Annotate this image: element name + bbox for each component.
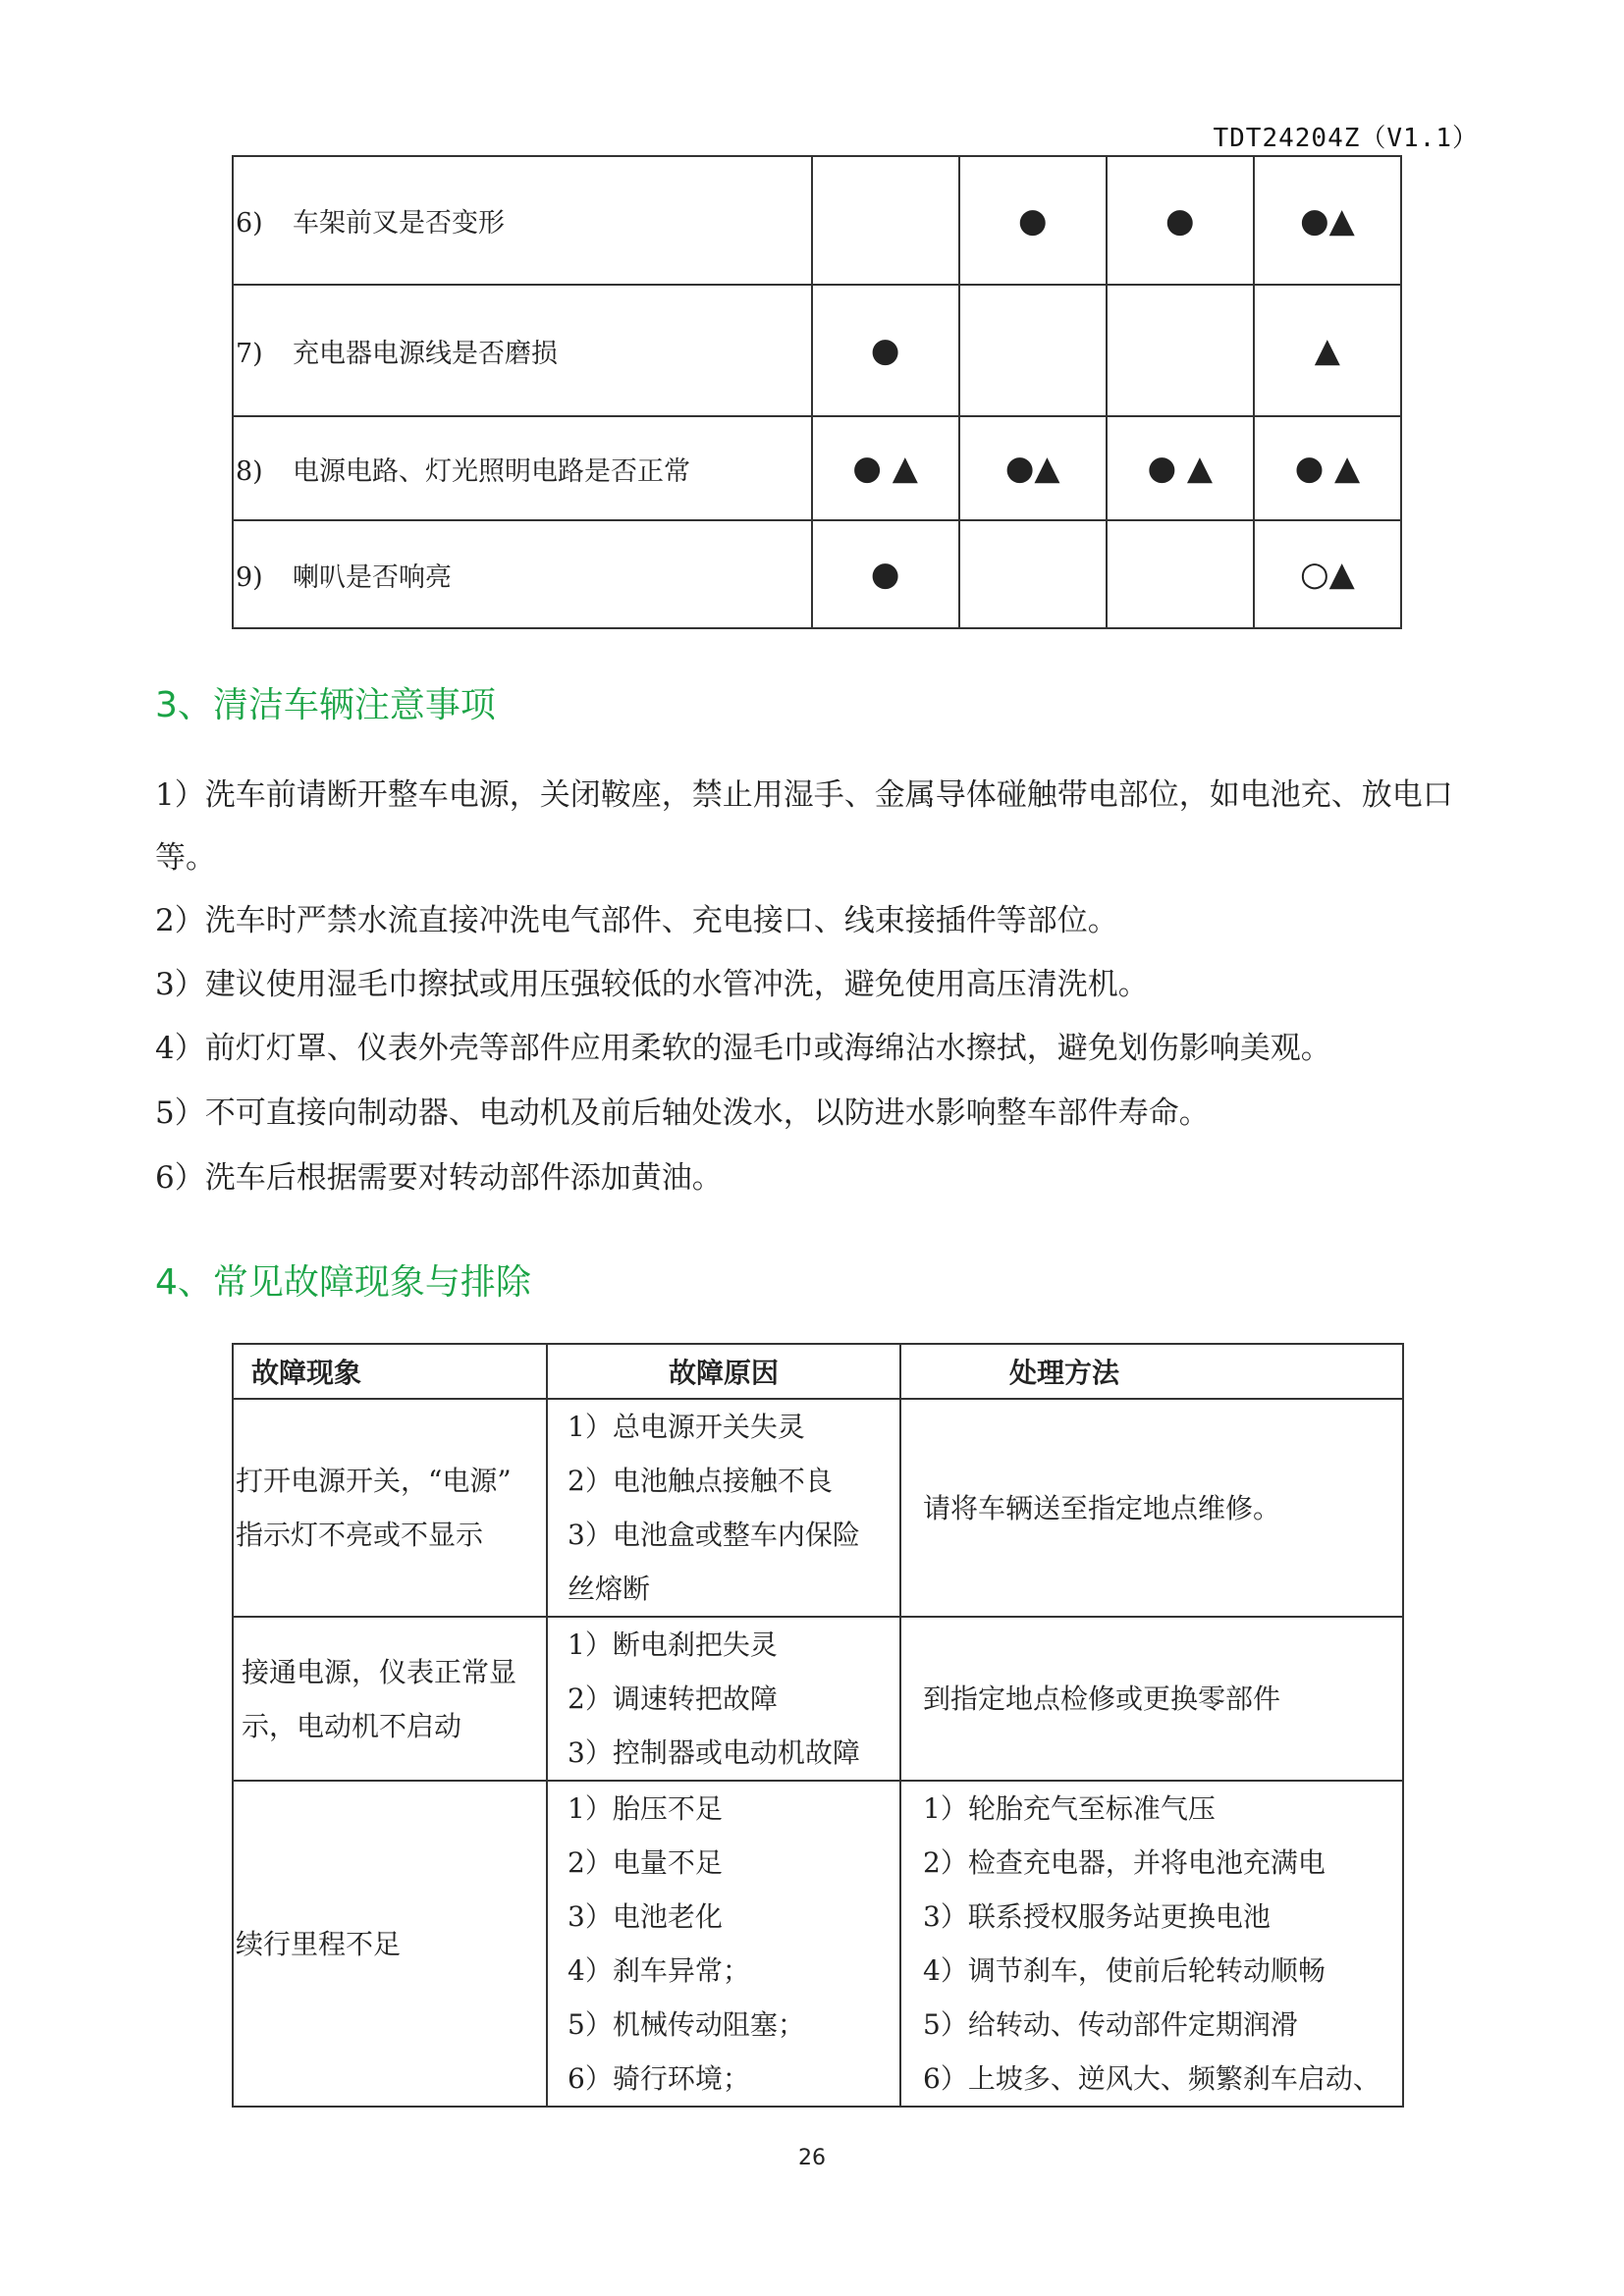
mark-symbol: ● ▲ [1294,449,1361,488]
mark-cell [812,156,959,285]
mark-cell [959,416,1107,520]
text-line: 打开电源开关，“电源” [236,1465,512,1497]
mark-symbol: ● [1164,200,1195,240]
mark-cell [1254,520,1401,628]
text-line: 3）电池老化 [568,1900,723,1933]
fault-fix [900,1781,1403,2107]
mark-cell [1254,156,1401,285]
table-row [233,156,1401,285]
check-item [233,416,812,520]
item-number: 6) [236,208,263,239]
item-label: 车架前叉是否变形 [293,208,505,239]
text-line: 请将车辆送至指定地点维修。 [923,1491,1281,1524]
mark-cell [812,520,959,628]
mark-cell [1107,285,1254,416]
item-label: 喇叭是否响亮 [293,561,452,593]
fault-fix [900,1399,1403,1617]
fault-cause [547,1781,900,2107]
table-row [233,1399,1403,1617]
mark-cell [959,520,1107,628]
column-header: 故障原因 [547,1344,900,1399]
table-row [233,416,1401,520]
cleaning-note: 6）洗车后根据需要对转动部件添加黄油。 [155,1160,723,1196]
mark-cell [1254,416,1401,520]
mark-symbol: ●▲ [1004,449,1060,488]
table-row [233,1781,1403,2107]
column-header: 故障现象 [233,1344,547,1399]
document-code: TDT24204Z（V1.1） [1213,124,1479,153]
mark-symbol: ● ▲ [1147,449,1214,488]
mark-cell [1107,520,1254,628]
mark-cell [959,156,1107,285]
text-line: 3）联系授权服务站更换电池 [923,1900,1271,1933]
cleaning-note: 1）洗车前请断开整车电源，关闭鞍座，禁止用湿手、金属导体碰触带电部位，如电池充、放电口等。 [155,777,1453,876]
text-line: 4）调节刹车，使前后轮转动顺畅 [923,1954,1326,1987]
text-line: 3）电池盒或整车内保险 [568,1519,860,1551]
mark-symbol: ▲ [1314,331,1340,370]
fault-symptom [233,1781,547,2107]
mark-symbol: ● [870,331,900,370]
mark-cell [812,416,959,520]
item-number: 8) [236,455,263,487]
text-line: 丝熔断 [568,1573,651,1605]
mark-symbol: ●▲ [1299,200,1355,240]
text-line: 3）控制器或电动机故障 [568,1736,860,1769]
page-number: 26 [798,2146,826,2170]
section-heading-faults: 4、常见故障现象与排除 [155,1262,531,1303]
fault-symptom [233,1617,547,1781]
text-line: 1）总电源开关失灵 [568,1411,805,1443]
item-number: 9) [236,561,263,593]
section-heading-cleaning: 3、清洁车辆注意事项 [155,685,496,725]
text-line: 指示灯不亮或不显示 [236,1519,484,1551]
text-line: 5）机械传动阻塞； [568,2008,805,2041]
item-label: 充电器电源线是否磨损 [293,338,558,369]
text-line: 接通电源，仪表正常显 [242,1655,517,1688]
text-line: 2）电池触点接触不良 [568,1465,833,1497]
text-line: 2）调速转把故障 [568,1682,778,1715]
mark-cell [1107,156,1254,285]
mark-cell [1254,285,1401,416]
text-line: 1）断电刹把失灵 [568,1629,778,1661]
text-line: 4）刹车异常； [568,1954,750,1987]
table-row [233,1617,1403,1781]
cleaning-note: 3）建议使用湿毛巾擦拭或用压强较低的水管冲洗，避免使用高压清洗机。 [155,967,1149,1002]
mark-symbol: ○▲ [1299,555,1355,594]
text-line: 5）给转动、传动部件定期润滑 [923,2008,1298,2041]
check-item [233,285,812,416]
mark-cell [812,285,959,416]
text-line: 1）轮胎充气至标准气压 [923,1792,1216,1825]
cleaning-note: 5）不可直接向制动器、电动机及前后轴处泼水，以防进水影响整车部件寿命。 [155,1095,1210,1131]
mark-symbol: ● [870,555,900,594]
maintenance-check-table [232,155,1402,629]
mark-cell [1107,416,1254,520]
mark-cell [959,285,1107,416]
text-line: 6）上坡多、逆风大、频繁刹车启动、 [923,2062,1380,2095]
text-line: 6）骑行环境； [568,2062,750,2095]
column-header: 处理方法 [900,1344,1403,1399]
cleaning-note: 2）洗车时严禁水流直接冲洗电气部件、充电接口、线束接插件等部位。 [155,903,1118,938]
text-line: 2）电量不足 [568,1846,723,1879]
mark-symbol: ● ▲ [852,449,918,488]
fault-cause [547,1617,900,1781]
fault-fix [900,1617,1403,1781]
mark-symbol: ● [1017,200,1048,240]
text-line: 到指定地点检修或更换零部件 [923,1682,1281,1715]
text-line: 续行里程不足 [236,1927,402,1960]
text-line: 1）胎压不足 [568,1792,723,1825]
cleaning-note: 4）前灯灯罩、仪表外壳等部件应用柔软的湿毛巾或海绵沾水擦拭，避免划伤影响美观。 [155,1031,1331,1066]
item-number: 7) [236,338,263,369]
item-label: 电源电路、灯光照明电路是否正常 [293,455,690,487]
table-header-row [233,1344,1403,1399]
text-line: 2）检查充电器，并将电池充满电 [923,1846,1326,1879]
fault-cause [547,1399,900,1617]
table-row [233,520,1401,628]
table-row [233,285,1401,416]
fault-troubleshooting-table [232,1343,1404,2108]
check-item [233,520,812,628]
check-item [233,156,812,285]
text-line: 示，电动机不启动 [242,1709,462,1742]
fault-symptom [233,1399,547,1617]
